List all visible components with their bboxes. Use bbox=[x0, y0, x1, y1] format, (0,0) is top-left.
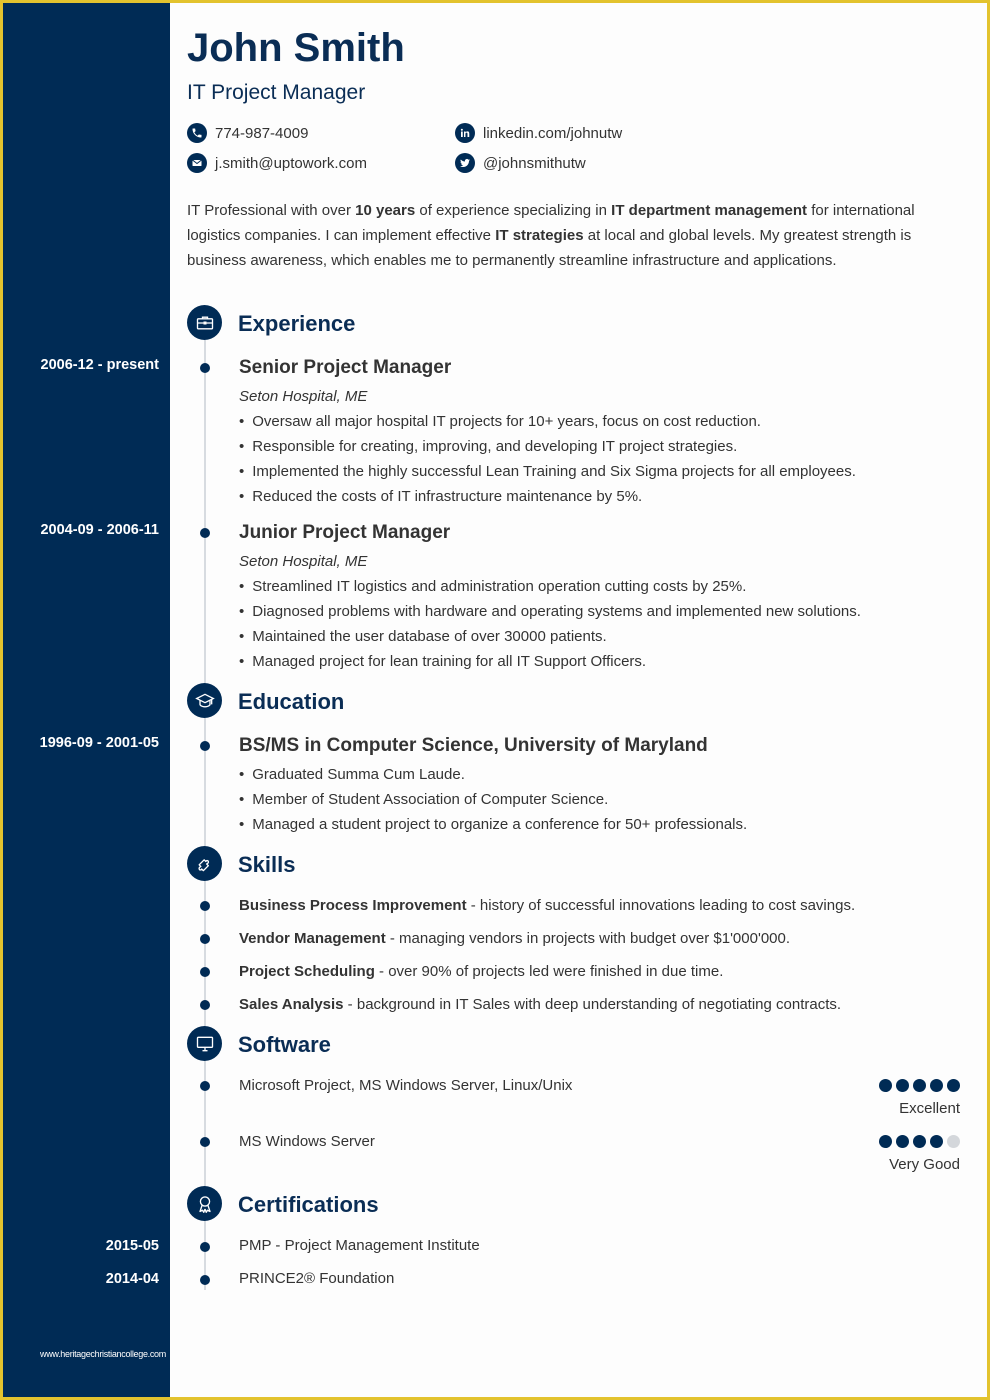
job-title: Junior Project Manager bbox=[239, 522, 451, 543]
education-bullet: • Graduated Summa Cum Laude. bbox=[239, 766, 465, 783]
software-name: Microsoft Project, MS Windows Server, Linux/Unix bbox=[239, 1077, 573, 1094]
education-bullet: • Member of Student Association of Computer Science. bbox=[239, 791, 608, 808]
phone-text: 774-987-4009 bbox=[215, 124, 309, 142]
rating-dot-filled bbox=[896, 1135, 909, 1148]
linkedin-text[interactable]: linkedin.com/johnutw bbox=[483, 124, 623, 142]
rating-dot-filled bbox=[947, 1079, 960, 1092]
section-title-experience: Experience bbox=[238, 311, 356, 336]
timeline-dot bbox=[200, 901, 210, 911]
job-bullet: • Maintained the user database of over 30000 patients. bbox=[239, 628, 607, 645]
contact-phone bbox=[187, 123, 308, 143]
email-icon bbox=[187, 153, 207, 173]
timeline-dot bbox=[200, 528, 210, 538]
briefcase-icon bbox=[187, 305, 222, 340]
skill-item: Vendor Management - managing vendors in projects with budget over $1'000'000. bbox=[239, 930, 791, 947]
award-ribbon-icon bbox=[187, 1186, 222, 1221]
job-company: Seton Hospital, ME bbox=[239, 388, 368, 405]
education-bullet: • Managed a student project to organize a conference for 50+ professionals. bbox=[239, 816, 747, 833]
puzzle-icon bbox=[187, 846, 222, 881]
certification-name: PMP - Project Management Institute bbox=[239, 1237, 480, 1254]
graduation-cap-icon bbox=[187, 683, 222, 718]
candidate-name: John Smith bbox=[187, 26, 405, 70]
job-bullet: • Streamlined IT logistics and administration operation cutting costs by 25%. bbox=[239, 578, 746, 595]
timeline-dot bbox=[200, 1242, 210, 1252]
rating-dot-filled bbox=[930, 1079, 943, 1092]
rating-dot-filled bbox=[913, 1079, 926, 1092]
section-title-software: Software bbox=[238, 1032, 331, 1057]
skill-item: Project Scheduling - over 90% of projects led were finished in due time. bbox=[239, 963, 724, 980]
experience-date: 2004-09 - 2006-11 bbox=[40, 522, 159, 538]
section-title-certifications: Certifications bbox=[238, 1192, 379, 1217]
software-name: MS Windows Server bbox=[239, 1133, 375, 1150]
timeline-dot bbox=[200, 1137, 210, 1147]
contact-email bbox=[187, 153, 367, 173]
linkedin-icon bbox=[455, 123, 475, 143]
email-text[interactable]: j.smith@uptowork.com bbox=[215, 154, 367, 172]
rating-dot-filled bbox=[879, 1135, 892, 1148]
phone-icon bbox=[187, 123, 207, 143]
twitter-text[interactable]: @johnsmithutw bbox=[483, 154, 586, 172]
skill-item: Sales Analysis - background in IT Sales with deep understanding of negotiating contracts. bbox=[239, 996, 842, 1013]
degree-title: BS/MS in Computer Science, University of Maryland bbox=[239, 735, 708, 756]
software-rating bbox=[879, 1079, 960, 1092]
timeline-dot bbox=[200, 1000, 210, 1010]
sidebar bbox=[3, 3, 170, 1397]
watermark-text: www.heritagechristiancollege.com bbox=[40, 1349, 166, 1359]
section-title-education: Education bbox=[238, 689, 345, 714]
software-rating bbox=[879, 1135, 960, 1148]
rating-dot-filled bbox=[879, 1079, 892, 1092]
timeline-dot bbox=[200, 934, 210, 944]
rating-dot-filled bbox=[930, 1135, 943, 1148]
monitor-icon bbox=[187, 1026, 222, 1061]
certification-name: PRINCE2® Foundation bbox=[239, 1270, 395, 1287]
job-bullet: • Responsible for creating, improving, and developing IT project strategies. bbox=[239, 438, 737, 455]
skill-item: Business Process Improvement - history of successful innovations leading to cost savings. bbox=[239, 897, 856, 914]
timeline-dot bbox=[200, 967, 210, 977]
education-date: 1996-09 - 2001-05 bbox=[39, 735, 159, 751]
timeline-education bbox=[204, 718, 206, 848]
profile-summary: IT Professional with over 10 years of experience specializing in IT department management for international logistics companies. I can implement effective IT strategies at local and global levels. My greatest strength is business awareness, which enables me to permanently streamline infrastructure and applications. bbox=[187, 202, 915, 269]
timeline-dot bbox=[200, 363, 210, 373]
timeline-dot bbox=[200, 1275, 210, 1285]
experience-date: 2006-12 - present bbox=[40, 357, 159, 373]
timeline-software bbox=[204, 1060, 206, 1188]
job-title: Senior Project Manager bbox=[239, 357, 452, 378]
contact-linkedin bbox=[455, 123, 622, 143]
section-title-skills: Skills bbox=[238, 852, 296, 877]
job-company: Seton Hospital, ME bbox=[239, 553, 368, 570]
candidate-title: IT Project Manager bbox=[187, 81, 366, 104]
rating-dot-filled bbox=[913, 1135, 926, 1148]
job-bullet: • Diagnosed problems with hardware and operating systems and implemented new solutions. bbox=[239, 603, 861, 620]
job-bullet: • Managed project for lean training for all IT Support Officers. bbox=[239, 653, 646, 670]
timeline-dot bbox=[200, 1081, 210, 1091]
rating-dot-filled bbox=[896, 1079, 909, 1092]
rating-dot-empty bbox=[947, 1135, 960, 1148]
certification-date: 2015-05 bbox=[105, 1238, 159, 1254]
software-rating-label: Excellent bbox=[899, 1100, 960, 1117]
timeline-experience bbox=[204, 340, 206, 685]
twitter-icon bbox=[455, 153, 475, 173]
timeline-dot bbox=[200, 741, 210, 751]
job-bullet: • Oversaw all major hospital IT projects for 10+ years, focus on cost reduction. bbox=[239, 413, 761, 430]
certification-date: 2014-04 bbox=[105, 1271, 159, 1287]
contact-twitter bbox=[455, 153, 586, 173]
job-bullet: • Implemented the highly successful Lean Training and Six Sigma projects for all employees. bbox=[239, 463, 856, 480]
job-bullet: • Reduced the costs of IT infrastructure maintenance by 5%. bbox=[239, 488, 642, 505]
software-rating-label: Very Good bbox=[889, 1156, 960, 1173]
